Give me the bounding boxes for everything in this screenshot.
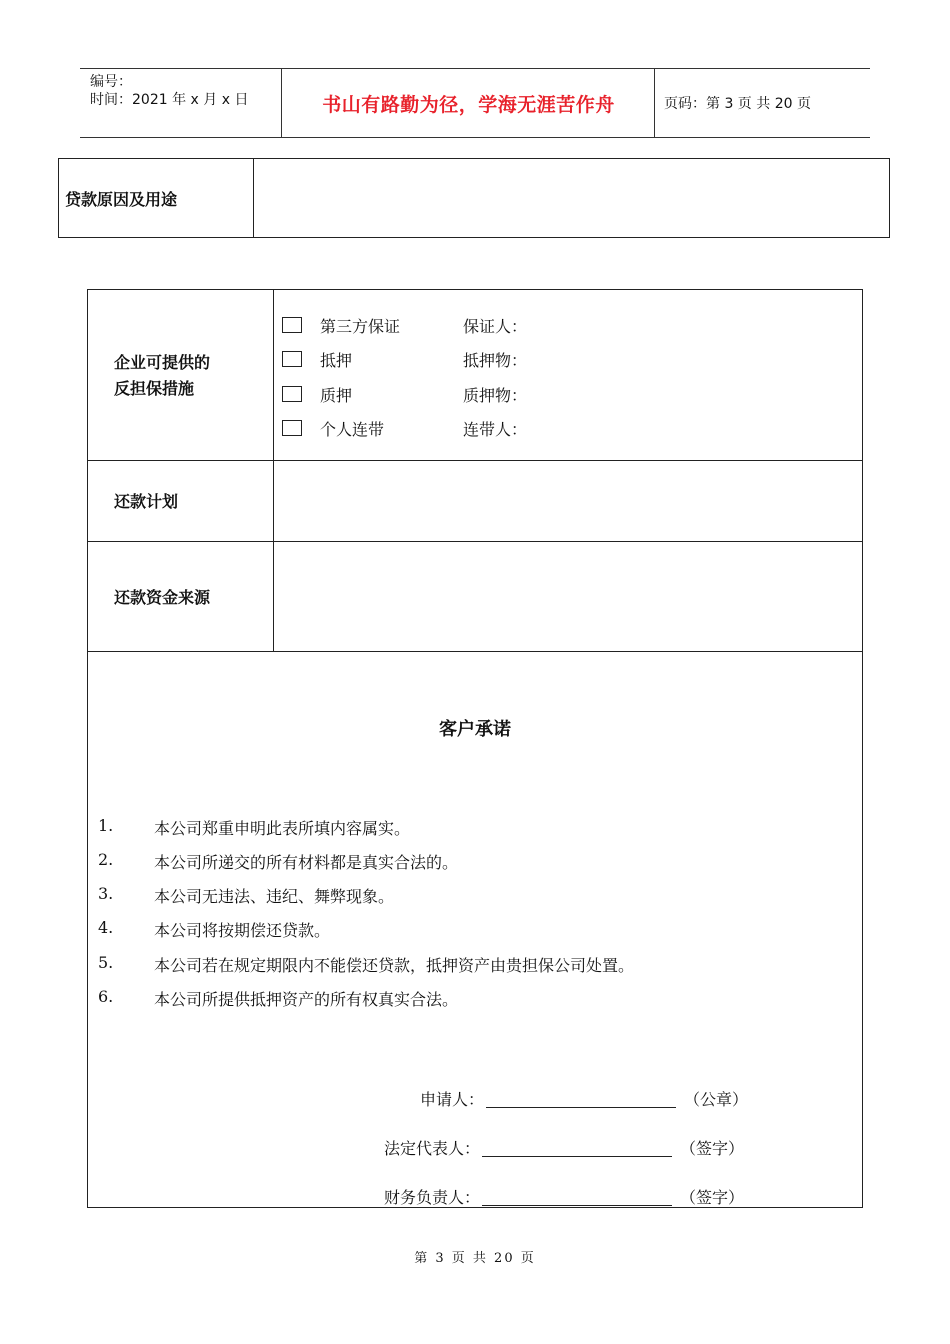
- document-time-label: 时间：2021 年 x 月 x 日: [90, 92, 249, 108]
- page-header: [80, 68, 870, 138]
- promise-number: 6.: [98, 987, 114, 1006]
- guarantee-label-line: 企业可提供的: [114, 353, 211, 372]
- promise-item: [98, 987, 458, 1010]
- guarantee-label-line: 反担保措施: [114, 379, 195, 398]
- legal-rep-signature-row: [384, 1136, 744, 1159]
- option-field-label: 保证人：: [463, 316, 528, 336]
- loan-purpose-label: 贷款原因及用途: [65, 189, 178, 209]
- row-divider: [88, 541, 862, 542]
- row-divider: [88, 460, 862, 461]
- promise-title: 客户承诺: [439, 719, 511, 740]
- finance-head-signature-row: [384, 1185, 744, 1208]
- promise-text: 本公司将按期偿还贷款。: [154, 921, 331, 940]
- option-label: 第三方保证: [320, 316, 401, 336]
- promise-number: 2.: [98, 850, 114, 869]
- promise-text: 本公司所递交的所有材料都是真实合法的。: [154, 853, 459, 872]
- repayment-source-label: 还款资金来源: [114, 588, 211, 607]
- option-joint-liability[interactable]: [282, 417, 527, 439]
- signature-line[interactable]: [486, 1091, 676, 1108]
- promise-number: 4.: [98, 918, 114, 937]
- promise-item: [98, 953, 634, 976]
- promise-text: 本公司若在规定期限内不能偿还贷款，抵押资产由贵担保公司处置。: [154, 956, 635, 975]
- promise-number: 5.: [98, 953, 114, 972]
- promise-item: [98, 918, 330, 941]
- option-pledge[interactable]: [282, 383, 527, 405]
- promise-number: 3.: [98, 884, 114, 903]
- header-motto: 书山有路勤为径，学海无涯苦作舟: [322, 93, 615, 116]
- signature-suffix: （签字）: [680, 1139, 745, 1158]
- signature-label: 申请人：: [420, 1090, 485, 1109]
- promise-item: [98, 884, 394, 907]
- guarantee-measures-label: [114, 350, 210, 402]
- option-third-party-guarantee[interactable]: [282, 314, 527, 336]
- header-meta: [90, 73, 248, 109]
- document-number-label: 编号：: [90, 74, 132, 90]
- option-mortgage[interactable]: [282, 348, 527, 370]
- application-form: [87, 289, 863, 1208]
- checkbox[interactable]: [282, 386, 302, 402]
- repayment-plan-label: 还款计划: [114, 492, 179, 511]
- option-label: 抵押: [320, 350, 353, 370]
- signature-suffix: （公章）: [684, 1090, 749, 1109]
- signature-suffix: （签字）: [680, 1188, 745, 1207]
- option-label: 个人连带: [320, 419, 385, 439]
- checkbox[interactable]: [282, 351, 302, 367]
- option-field-label: 抵押物：: [463, 350, 528, 370]
- checkbox[interactable]: [282, 420, 302, 436]
- option-label: 质押: [320, 385, 353, 405]
- option-field-label: 连带人：: [463, 419, 528, 439]
- signature-label: 财务负责人：: [384, 1188, 481, 1207]
- promise-text: 本公司所提供抵押资产的所有权真实合法。: [154, 990, 459, 1009]
- promise-number: 1.: [98, 816, 114, 835]
- loan-purpose-row: [58, 158, 890, 238]
- promise-item: [98, 850, 458, 873]
- cell-divider: [253, 159, 254, 237]
- checkbox[interactable]: [282, 317, 302, 333]
- promise-item: [98, 816, 410, 839]
- signature-label: 法定代表人：: [384, 1139, 481, 1158]
- column-divider: [273, 290, 274, 652]
- page-footer: 第 3 页 共 20 页: [414, 1251, 536, 1266]
- row-divider: [88, 651, 862, 652]
- option-field-label: 质押物：: [463, 385, 528, 405]
- applicant-signature-row: [420, 1087, 748, 1110]
- header-page-number: 页码：第 3 页 共 20 页: [664, 96, 811, 112]
- promise-text: 本公司无违法、违纪、舞弊现象。: [154, 887, 395, 906]
- signature-line[interactable]: [482, 1189, 672, 1206]
- promise-text: 本公司郑重申明此表所填内容属实。: [154, 819, 411, 838]
- signature-line[interactable]: [482, 1140, 672, 1157]
